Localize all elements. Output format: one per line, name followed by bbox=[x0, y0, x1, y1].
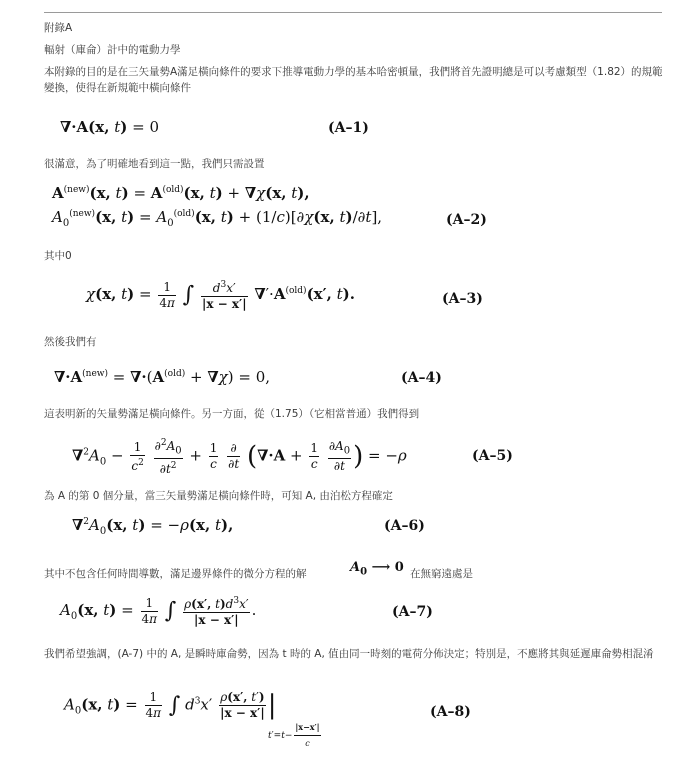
equation-a7: $A_0(x$, t) = $\frac{1}{4\pi}$ ∫ $\frac{\rho(x', t)d^3x'}{|x - x'|}$ . bbox=[60, 595, 257, 627]
equation-label-a4: (A–4) bbox=[401, 370, 442, 386]
equation-a2-line2: $A_0^{(new)}(x$, $t) = A_0^{(old)}(x$, t) + (1/c)[∂χ(x, t)/∂t], bbox=[52, 208, 383, 229]
equation-a8: $A_0(x$, t) = $\frac{1}{4\pi}$ ∫ $d^3x'$ $\frac{\rho(x', t')}{|x - x'|}$ | bbox=[64, 690, 277, 721]
paragraph-setup: 很滿意，為了明確地看到這一點，我們只需設置 bbox=[44, 158, 265, 170]
boundary-condition: $A_0$ ⟶ 0 bbox=[350, 560, 404, 578]
equation-label-a8: (A–8) bbox=[430, 704, 471, 720]
equation-a6: $\nabla^2A_0(x$, t) = −ρ(x, t), bbox=[72, 516, 234, 537]
paragraph-transverse: 這表明新的矢量勢滿足橫向條件。另一方面，從（1.75）（它相當普通）我們得到 bbox=[44, 408, 420, 420]
equation-a4: $\nabla\cdot A^{(new)} = \nabla\cdot(A^{(old)} + \nabla\chi) = 0$, bbox=[54, 368, 271, 386]
paragraph-component: 為 A 的第 0 個分量，當三矢量勢滿足橫向條件時，可知 A, 由泊松方程確定 bbox=[44, 490, 393, 502]
paragraph-where: 其中0 bbox=[44, 250, 72, 262]
top-divider bbox=[44, 12, 662, 13]
equation-label-a6: (A–6) bbox=[384, 518, 425, 534]
section-heading: 輻射（庫侖）計中的電動力學 bbox=[44, 44, 181, 56]
paragraph-intro: 本附錄的目的是在三矢量勢A滿足橫向條件的要求下推導電動力學的基本哈密頓量，我們將首先證明總是可以考慮類型（1.82）的規範變換，使得在新規範中橫向條件 bbox=[44, 66, 663, 94]
equation-a1: ∇·A(x, t) = 0 bbox=[60, 118, 159, 136]
paragraph-then: 然後我們有 bbox=[44, 336, 97, 348]
paragraph-solution-a: 其中不包含任何時間導數，滿足邊界條件的微分方程的解 bbox=[44, 568, 307, 580]
equation-a5: $\nabla^2A_0$ − $\frac{1}{c^2}$ $\frac{\partial^2A_0}{\partial t^2}$ + $\frac{1}{c}$ $\frac{\partial}{\partial t}$ (∇·A + $\frac{1}{c}$ $\frac{\partial A_0}{\partial t}$ ) = −ρ bbox=[72, 438, 407, 477]
equation-a3: χ(x, t) = $\frac{1}{4\pi}$ ∫ $\frac{d^3x'}{|x - x'|}$ $\nabla'\cdot A^{(old)}(x'$, t). bbox=[86, 279, 355, 311]
equation-label-a7: (A–7) bbox=[392, 604, 433, 620]
paragraph-solution-b: 在無窮遠處是 bbox=[410, 568, 473, 580]
appendix-title: 附錄A bbox=[44, 22, 73, 34]
equation-label-a5: (A–5) bbox=[472, 448, 513, 464]
equation-a8-evaluation-limit: t′=t− $\frac{|x-x'|}{c}$ bbox=[268, 720, 323, 751]
equation-label-a2: (A–2) bbox=[446, 212, 487, 228]
paragraph-emphasis: 我們希望強調，(A-7) 中的 A, 是瞬時庫侖勢，因為 t 時的 A, 值由同一時刻的電荷分佈決定；特別是，不應將其與延遲庫侖勢相混淆 bbox=[44, 648, 654, 660]
equation-label-a3: (A–3) bbox=[442, 291, 483, 307]
equation-a2-line1: $A^{(new)}(x$, $t) = A^{(old)}(x$, t) + ∇χ(x, t), bbox=[52, 184, 310, 202]
equation-label-a1: (A–1) bbox=[328, 120, 369, 136]
